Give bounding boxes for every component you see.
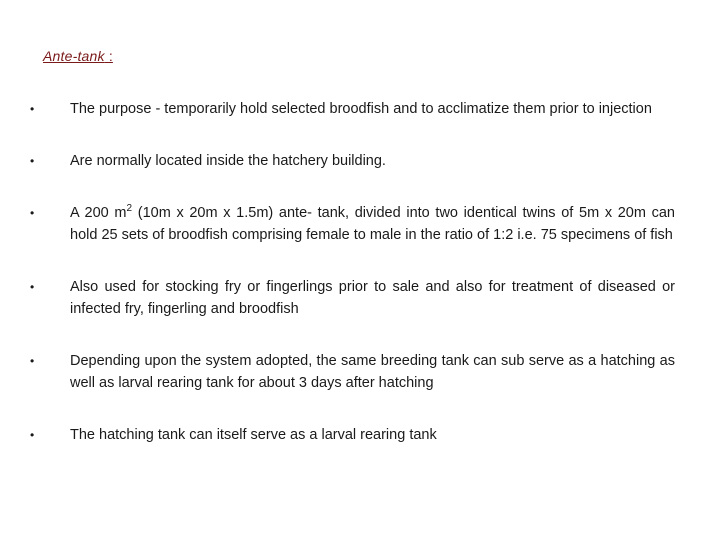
bullet-text: The hatching tank can itself serve as a larval rearing tank bbox=[70, 427, 437, 443]
bullet-dot-icon: • bbox=[30, 280, 35, 294]
bullet-text: Also used for stocking fry or fingerlings prior to sale and also for treatment of diseased or infected fry, fingerling and broodfish bbox=[70, 279, 675, 317]
bullet-item bbox=[30, 276, 675, 320]
bullet-dot-icon: • bbox=[30, 354, 35, 368]
bullet-dot-icon: • bbox=[30, 206, 35, 220]
bullet-text-superscript: 2 bbox=[126, 203, 133, 215]
bullet-item bbox=[30, 350, 675, 394]
bullet-text-pre: A 200 m bbox=[70, 205, 127, 221]
bullet-item bbox=[30, 202, 675, 246]
bullet-item bbox=[30, 424, 675, 446]
bullet-text: Depending upon the system adopted, the same breeding tank can sub serve as a hatching as well as larval rearing tank for about 3 days after hatching bbox=[70, 353, 675, 391]
slide-title bbox=[43, 48, 113, 64]
bullet-item bbox=[30, 98, 675, 120]
bullet-text: Are normally located inside the hatchery building. bbox=[70, 153, 386, 169]
slide-title-colon: : bbox=[104, 48, 113, 64]
bullet-text: The purpose - temporarily hold selected broodfish and to acclimatize them prior to injection bbox=[70, 101, 652, 117]
bullet-dot-icon: • bbox=[30, 154, 35, 168]
bullet-dot-icon: • bbox=[30, 102, 35, 116]
slide-title-text: Ante-tank bbox=[43, 48, 105, 64]
bullet-dot-icon: • bbox=[30, 428, 35, 442]
bullet-list bbox=[30, 98, 675, 476]
bullet-text-post: (10m x 20m x 1.5m) ante- tank, divided into two identical twins of 5m x 20m can hold 25 sets of broodfish comprising female to male in the ratio of 1:2 i.e. 75 specimens of fish bbox=[70, 205, 675, 243]
bullet-item bbox=[30, 150, 675, 172]
